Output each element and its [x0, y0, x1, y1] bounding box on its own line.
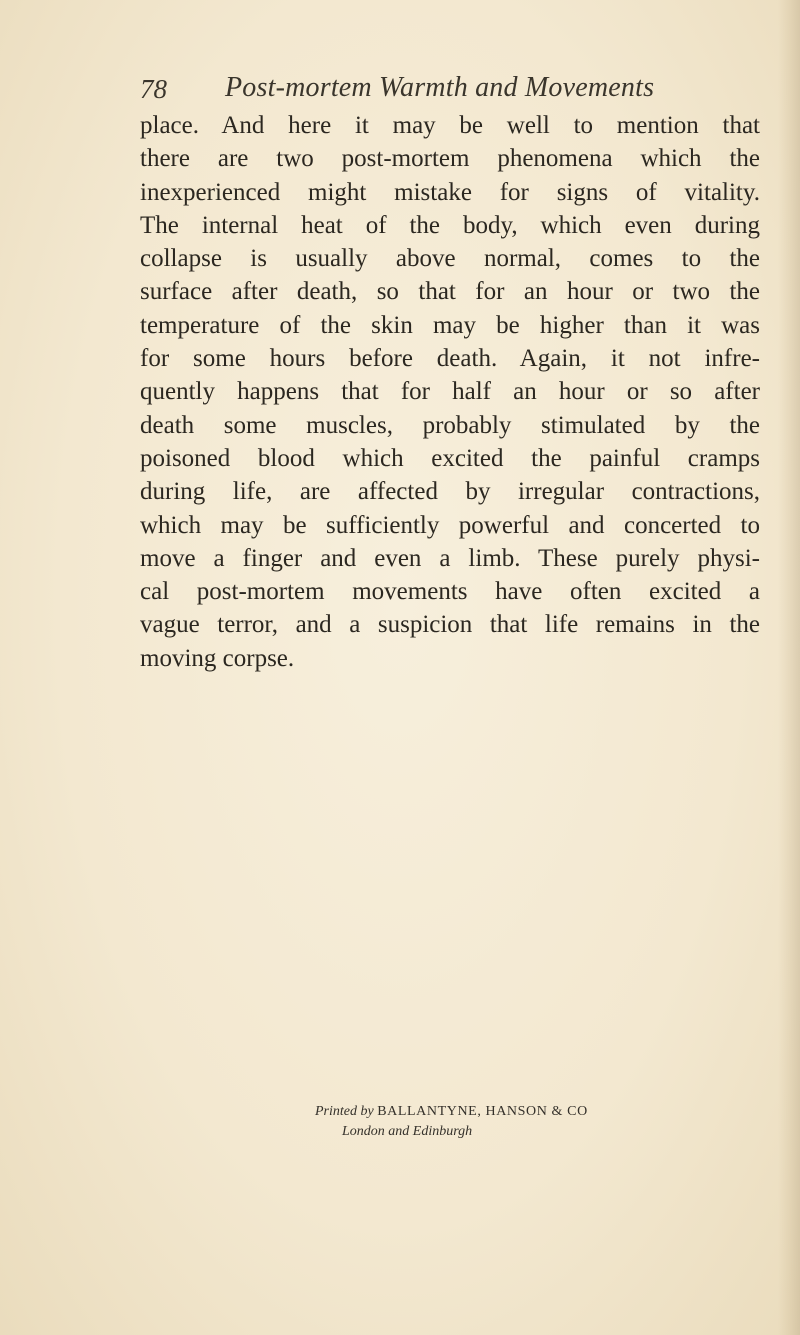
printer-imprint: [315, 1102, 635, 1142]
text-line: during life, are affected by irregular contractions,: [140, 478, 760, 506]
text-line: quently happens that for half an hour or so after: [140, 378, 760, 406]
text-line: cal post-mortem movements have often excited a: [140, 578, 760, 606]
body-paragraph: [140, 109, 760, 675]
text-line: place. And here it may be well to mention that: [140, 112, 760, 139]
text-line: inexperienced might mistake for signs of vitality.: [140, 178, 760, 206]
text-line: there are two post-mortem phenomena which the: [140, 145, 760, 173]
text-line: move a finger and even a limb. These purely physi-: [140, 544, 760, 572]
text-line: temperature of the skin may be higher than it was: [140, 311, 760, 339]
text-line: vague terror, and a suspicion that life remains in the: [140, 611, 760, 639]
text-line: surface after death, so that for an hour or two the: [140, 278, 760, 306]
text-line: The internal heat of the body, which even during: [140, 211, 760, 239]
page-number: 78: [140, 74, 167, 104]
text-line-last: moving corpse.: [140, 644, 295, 672]
text-line: collapse is usually above normal, comes to the: [140, 245, 760, 273]
running-head: [140, 70, 780, 110]
text-line: death some muscles, probably stimulated by the: [140, 411, 760, 439]
imprint-printer-line: [315, 1102, 635, 1122]
imprint-location: London and Edinburgh: [342, 1124, 473, 1139]
imprint-printed-by: Printed by: [315, 1104, 374, 1119]
page-edge-shadow: [778, 0, 800, 1335]
running-title: Post-mortem Warmth and Movements: [225, 72, 655, 103]
text-line: which may be sufficiently powerful and concerted to: [140, 511, 760, 539]
imprint-printer-name: BALLANTYNE, HANSON & CO: [377, 1104, 588, 1119]
text-line: for some hours before death. Again, it not infre-: [140, 345, 760, 373]
text-line: poisoned blood which excited the painful cramps: [140, 444, 760, 472]
